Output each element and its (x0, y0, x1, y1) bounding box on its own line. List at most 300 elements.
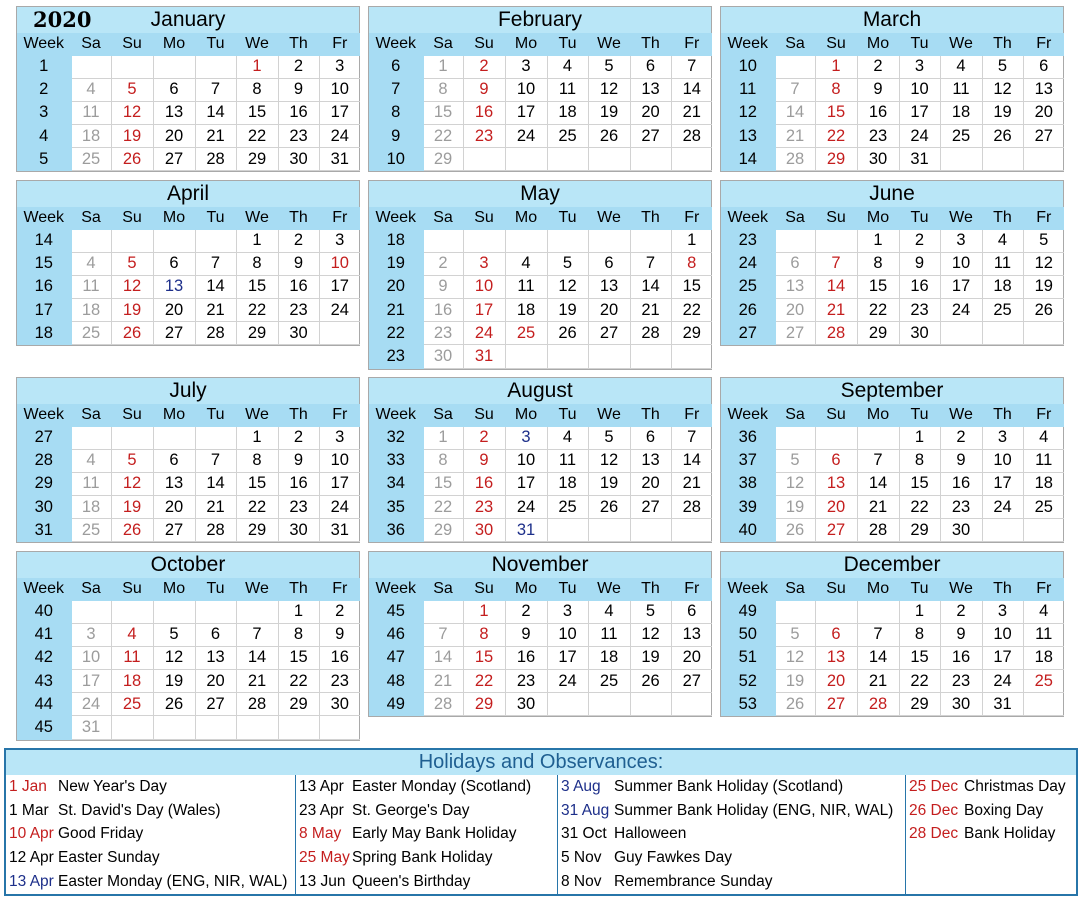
holiday-item (558, 849, 905, 873)
day-cell (630, 229, 671, 252)
month-table (721, 578, 1064, 716)
day-cell (153, 600, 195, 623)
day-cell (71, 600, 111, 623)
weekday-header: Fr (1023, 404, 1064, 426)
day-cell: 5 (982, 55, 1023, 78)
day-cell (671, 148, 712, 171)
weekday-header: Fr (671, 207, 712, 229)
day-cell: 20 (153, 299, 195, 322)
day-cell: 5 (630, 600, 671, 623)
day-cell: 7 (630, 252, 671, 275)
day-cell: 6 (630, 426, 671, 449)
day-cell: 26 (547, 322, 588, 345)
week-row (369, 646, 712, 669)
day-cell: 3 (505, 426, 547, 449)
week-number: 10 (369, 148, 423, 171)
week-number: 8 (369, 101, 423, 124)
day-cell: 26 (982, 125, 1023, 148)
day-cell: 10 (505, 449, 547, 472)
day-cell: 31 (463, 345, 505, 368)
day-cell (319, 322, 360, 345)
day-cell: 20 (815, 670, 857, 693)
holidays-panel (4, 748, 1078, 896)
day-cell (111, 426, 153, 449)
day-cell: 6 (775, 252, 815, 275)
holiday-date: 1 Mar (9, 801, 49, 819)
holiday-name: Guy Fawkes Day (614, 849, 733, 867)
day-cell: 10 (319, 78, 360, 101)
weekday-header: Su (815, 33, 857, 55)
day-cell: 7 (195, 78, 236, 101)
holiday-name: Bank Holiday (964, 825, 1056, 843)
weekday-header: Sa (71, 578, 111, 600)
week-number: 21 (369, 299, 423, 322)
weekday-header-row (369, 578, 712, 600)
day-cell: 28 (775, 148, 815, 171)
day-cell: 6 (195, 623, 236, 646)
day-cell: 20 (671, 646, 712, 669)
week-number: 17 (17, 299, 71, 322)
day-cell (630, 519, 671, 542)
day-cell: 11 (505, 275, 547, 298)
day-cell: 2 (463, 55, 505, 78)
day-cell: 26 (775, 693, 815, 716)
week-row (721, 496, 1064, 519)
day-cell: 23 (278, 125, 319, 148)
week-number: 9 (369, 125, 423, 148)
week-number: 35 (369, 496, 423, 519)
day-cell: 4 (71, 78, 111, 101)
week-number: 42 (17, 646, 71, 669)
month-table (369, 578, 712, 716)
week-number: 49 (369, 693, 423, 716)
weekday-header: Th (982, 578, 1023, 600)
day-cell (71, 229, 111, 252)
week-number: 52 (721, 670, 775, 693)
day-cell: 12 (153, 646, 195, 669)
day-cell: 11 (71, 472, 111, 495)
holiday-date: 8 Nov (561, 872, 602, 890)
day-cell: 8 (899, 449, 940, 472)
month-title (369, 552, 711, 578)
day-cell: 7 (857, 449, 899, 472)
day-cell: 6 (588, 252, 630, 275)
weekday-header: Week (369, 33, 423, 55)
day-cell: 24 (547, 670, 588, 693)
week-number: 14 (17, 229, 71, 252)
day-cell (630, 148, 671, 171)
day-cell: 10 (899, 78, 940, 101)
day-cell: 31 (319, 148, 360, 171)
day-cell: 24 (71, 693, 111, 716)
month-march (720, 6, 1064, 172)
weekday-header: We (940, 404, 982, 426)
month-table (17, 207, 360, 345)
day-cell: 2 (899, 229, 940, 252)
week-row (369, 623, 712, 646)
day-cell: 10 (71, 646, 111, 669)
day-cell: 6 (153, 252, 195, 275)
month-name: August (507, 379, 573, 402)
day-cell (236, 716, 278, 739)
week-number: 20 (369, 275, 423, 298)
day-cell: 20 (1023, 101, 1064, 124)
day-cell: 20 (630, 472, 671, 495)
month-title (17, 181, 359, 207)
day-cell: 29 (423, 148, 463, 171)
weekday-header-row (17, 404, 360, 426)
week-row (17, 670, 360, 693)
day-cell: 1 (236, 229, 278, 252)
month-table (721, 404, 1064, 542)
weekday-header: Tu (547, 578, 588, 600)
weekday-header: Tu (899, 33, 940, 55)
day-cell: 28 (630, 322, 671, 345)
day-cell: 27 (153, 148, 195, 171)
month-name: July (169, 379, 207, 402)
holiday-column (558, 775, 906, 894)
week-row (721, 101, 1064, 124)
week-row (17, 101, 360, 124)
day-cell: 1 (463, 600, 505, 623)
day-cell (588, 148, 630, 171)
day-cell: 21 (857, 670, 899, 693)
weekday-header: Th (630, 33, 671, 55)
day-cell: 21 (630, 299, 671, 322)
weekday-header: Th (278, 207, 319, 229)
week-number: 28 (17, 449, 71, 472)
day-cell: 9 (278, 449, 319, 472)
weekday-header-row (369, 404, 712, 426)
day-cell: 11 (940, 78, 982, 101)
holiday-name: Early May Bank Holiday (352, 825, 517, 843)
day-cell (1023, 693, 1064, 716)
weekday-header: Sa (423, 207, 463, 229)
holiday-name: Queen's Birthday (352, 872, 471, 890)
day-cell (547, 693, 588, 716)
day-cell: 17 (940, 275, 982, 298)
weekday-header: Th (630, 207, 671, 229)
day-cell: 3 (547, 600, 588, 623)
week-number: 4 (17, 125, 71, 148)
day-cell: 24 (505, 496, 547, 519)
week-number: 15 (17, 252, 71, 275)
weekday-header: Mo (857, 33, 899, 55)
holiday-date: 10 Apr (9, 825, 54, 843)
day-cell: 16 (857, 101, 899, 124)
month-name: September (840, 379, 944, 402)
day-cell: 29 (671, 322, 712, 345)
week-row (17, 600, 360, 623)
holiday-name: Good Friday (58, 825, 144, 843)
weekday-header: Tu (195, 578, 236, 600)
day-cell (153, 229, 195, 252)
holiday-item (6, 849, 295, 873)
week-row (17, 646, 360, 669)
week-row (369, 125, 712, 148)
day-cell: 6 (815, 623, 857, 646)
day-cell: 30 (423, 345, 463, 368)
day-cell: 16 (278, 101, 319, 124)
day-cell (940, 322, 982, 345)
week-row (721, 600, 1064, 623)
weekday-header: Th (982, 207, 1023, 229)
weekday-header: We (940, 33, 982, 55)
day-cell: 8 (671, 252, 712, 275)
day-cell: 7 (671, 426, 712, 449)
day-cell: 3 (319, 55, 360, 78)
day-cell: 1 (857, 229, 899, 252)
day-cell: 10 (982, 449, 1023, 472)
holiday-name: Summer Bank Holiday (ENG, NIR, WAL) (614, 801, 894, 819)
month-april (16, 180, 360, 346)
day-cell: 17 (505, 472, 547, 495)
day-cell: 18 (1023, 646, 1064, 669)
week-number: 6 (369, 55, 423, 78)
day-cell: 3 (982, 426, 1023, 449)
day-cell: 29 (278, 693, 319, 716)
week-row (17, 449, 360, 472)
week-number: 50 (721, 623, 775, 646)
day-cell: 11 (982, 252, 1023, 275)
day-cell: 13 (153, 472, 195, 495)
weekday-header-row (721, 33, 1064, 55)
day-cell: 24 (319, 299, 360, 322)
day-cell: 27 (630, 125, 671, 148)
holiday-date: 13 Apr (299, 778, 344, 795)
day-cell: 13 (775, 275, 815, 298)
week-row (721, 449, 1064, 472)
day-cell: 14 (857, 472, 899, 495)
week-number: 49 (721, 600, 775, 623)
week-number: 53 (721, 693, 775, 716)
weekday-header: Week (17, 33, 71, 55)
holiday-date: 23 Apr (299, 801, 344, 819)
day-cell (71, 55, 111, 78)
week-row (17, 275, 360, 298)
day-cell: 22 (236, 125, 278, 148)
weekday-header: Mo (857, 404, 899, 426)
day-cell (815, 426, 857, 449)
day-cell: 22 (423, 125, 463, 148)
day-cell: 5 (111, 78, 153, 101)
week-row (721, 78, 1064, 101)
weekday-header: Th (278, 33, 319, 55)
weekday-header: Su (463, 207, 505, 229)
day-cell: 30 (278, 519, 319, 542)
day-cell: 5 (775, 449, 815, 472)
weekday-header: Fr (319, 578, 360, 600)
day-cell: 27 (815, 519, 857, 542)
day-cell: 15 (899, 472, 940, 495)
day-cell: 30 (278, 148, 319, 171)
month-november (368, 551, 712, 717)
day-cell: 19 (111, 299, 153, 322)
day-cell: 22 (815, 125, 857, 148)
day-cell: 19 (982, 101, 1023, 124)
day-cell (982, 519, 1023, 542)
weekday-header: Sa (775, 578, 815, 600)
month-table (721, 207, 1064, 345)
weekday-header-row (17, 207, 360, 229)
day-cell: 30 (278, 322, 319, 345)
day-cell: 5 (588, 426, 630, 449)
week-row (721, 275, 1064, 298)
month-name: March (862, 8, 922, 31)
holiday-item (906, 825, 1076, 849)
day-cell (195, 55, 236, 78)
week-number: 38 (721, 472, 775, 495)
weekday-header: Week (721, 578, 775, 600)
day-cell: 8 (236, 252, 278, 275)
day-cell: 17 (319, 472, 360, 495)
day-cell: 28 (671, 125, 712, 148)
weekday-header: We (236, 33, 278, 55)
day-cell: 27 (153, 519, 195, 542)
day-cell (505, 148, 547, 171)
week-row (369, 519, 712, 542)
weekday-header: We (588, 33, 630, 55)
week-row (369, 78, 712, 101)
month-title (369, 7, 711, 33)
day-cell: 5 (153, 623, 195, 646)
day-cell: 29 (423, 519, 463, 542)
day-cell: 18 (982, 275, 1023, 298)
holiday-date: 31 Oct (561, 825, 607, 843)
weekday-header: Tu (899, 578, 940, 600)
day-cell: 5 (111, 449, 153, 472)
day-cell: 7 (195, 449, 236, 472)
day-cell: 8 (236, 78, 278, 101)
week-number: 3 (17, 101, 71, 124)
day-cell: 6 (153, 78, 195, 101)
year-label: 2020 (33, 7, 92, 32)
day-cell: 27 (815, 693, 857, 716)
day-cell: 2 (319, 600, 360, 623)
day-cell: 15 (236, 275, 278, 298)
day-cell: 24 (899, 125, 940, 148)
day-cell: 28 (423, 693, 463, 716)
day-cell: 29 (236, 148, 278, 171)
month-title (369, 378, 711, 404)
day-cell: 24 (319, 496, 360, 519)
month-name: December (843, 553, 941, 576)
day-cell (505, 345, 547, 368)
weekday-header: Mo (505, 207, 547, 229)
weekday-header: Tu (195, 207, 236, 229)
day-cell: 10 (547, 623, 588, 646)
day-cell: 14 (423, 646, 463, 669)
month-table (369, 404, 712, 542)
week-row (17, 125, 360, 148)
holiday-date: 1 Jan (9, 778, 47, 795)
weekday-header: Sa (71, 404, 111, 426)
holiday-date: 3 Aug (561, 778, 601, 795)
week-number: 41 (17, 623, 71, 646)
day-cell: 9 (899, 252, 940, 275)
day-cell (982, 148, 1023, 171)
day-cell: 25 (71, 519, 111, 542)
day-cell: 26 (630, 670, 671, 693)
holiday-date: 13 Apr (9, 872, 54, 890)
holiday-date: 28 Dec (909, 825, 959, 843)
day-cell: 21 (671, 472, 712, 495)
day-cell: 2 (857, 55, 899, 78)
day-cell: 27 (588, 322, 630, 345)
holiday-item (6, 873, 295, 897)
day-cell: 18 (71, 496, 111, 519)
day-cell (775, 426, 815, 449)
weekday-header: Fr (319, 33, 360, 55)
weekday-header: We (588, 404, 630, 426)
weekday-header: Week (721, 207, 775, 229)
day-cell: 25 (547, 496, 588, 519)
day-cell: 21 (423, 670, 463, 693)
day-cell (1023, 148, 1064, 171)
day-cell: 11 (547, 449, 588, 472)
day-cell: 4 (982, 229, 1023, 252)
holiday-date: 5 Nov (561, 849, 602, 867)
day-cell: 19 (630, 646, 671, 669)
day-cell: 27 (671, 670, 712, 693)
day-cell: 14 (195, 101, 236, 124)
holiday-name: Easter Sunday (58, 849, 160, 867)
holiday-name: New Year's Day (58, 778, 167, 795)
day-cell: 26 (775, 519, 815, 542)
day-cell: 6 (153, 449, 195, 472)
holiday-name: Easter Monday (Scotland) (352, 778, 532, 795)
day-cell (195, 426, 236, 449)
day-cell (671, 693, 712, 716)
day-cell (547, 229, 588, 252)
day-cell (671, 519, 712, 542)
day-cell (423, 600, 463, 623)
day-cell: 20 (195, 670, 236, 693)
day-cell: 26 (111, 148, 153, 171)
month-title (369, 181, 711, 207)
month-june (720, 180, 1064, 346)
weekday-header-row (721, 207, 1064, 229)
week-number: 33 (369, 449, 423, 472)
day-cell: 11 (588, 623, 630, 646)
day-cell: 4 (1023, 600, 1064, 623)
day-cell: 25 (111, 693, 153, 716)
week-row (369, 229, 712, 252)
day-cell: 23 (463, 125, 505, 148)
day-cell: 18 (547, 472, 588, 495)
month-table (17, 33, 360, 171)
month-table (721, 33, 1064, 171)
day-cell: 23 (857, 125, 899, 148)
day-cell: 22 (899, 496, 940, 519)
day-cell: 22 (423, 496, 463, 519)
week-number: 31 (17, 519, 71, 542)
week-row (721, 693, 1064, 716)
week-row (17, 229, 360, 252)
month-name: April (166, 182, 209, 205)
weekday-header: Tu (547, 404, 588, 426)
month-name: June (869, 182, 915, 205)
day-cell: 16 (463, 101, 505, 124)
holiday-item (296, 802, 557, 826)
weekday-header-row (721, 578, 1064, 600)
holiday-item (296, 873, 557, 897)
day-cell: 15 (236, 472, 278, 495)
day-cell: 5 (1023, 229, 1064, 252)
day-cell: 30 (505, 693, 547, 716)
week-number: 37 (721, 449, 775, 472)
day-cell: 2 (940, 426, 982, 449)
